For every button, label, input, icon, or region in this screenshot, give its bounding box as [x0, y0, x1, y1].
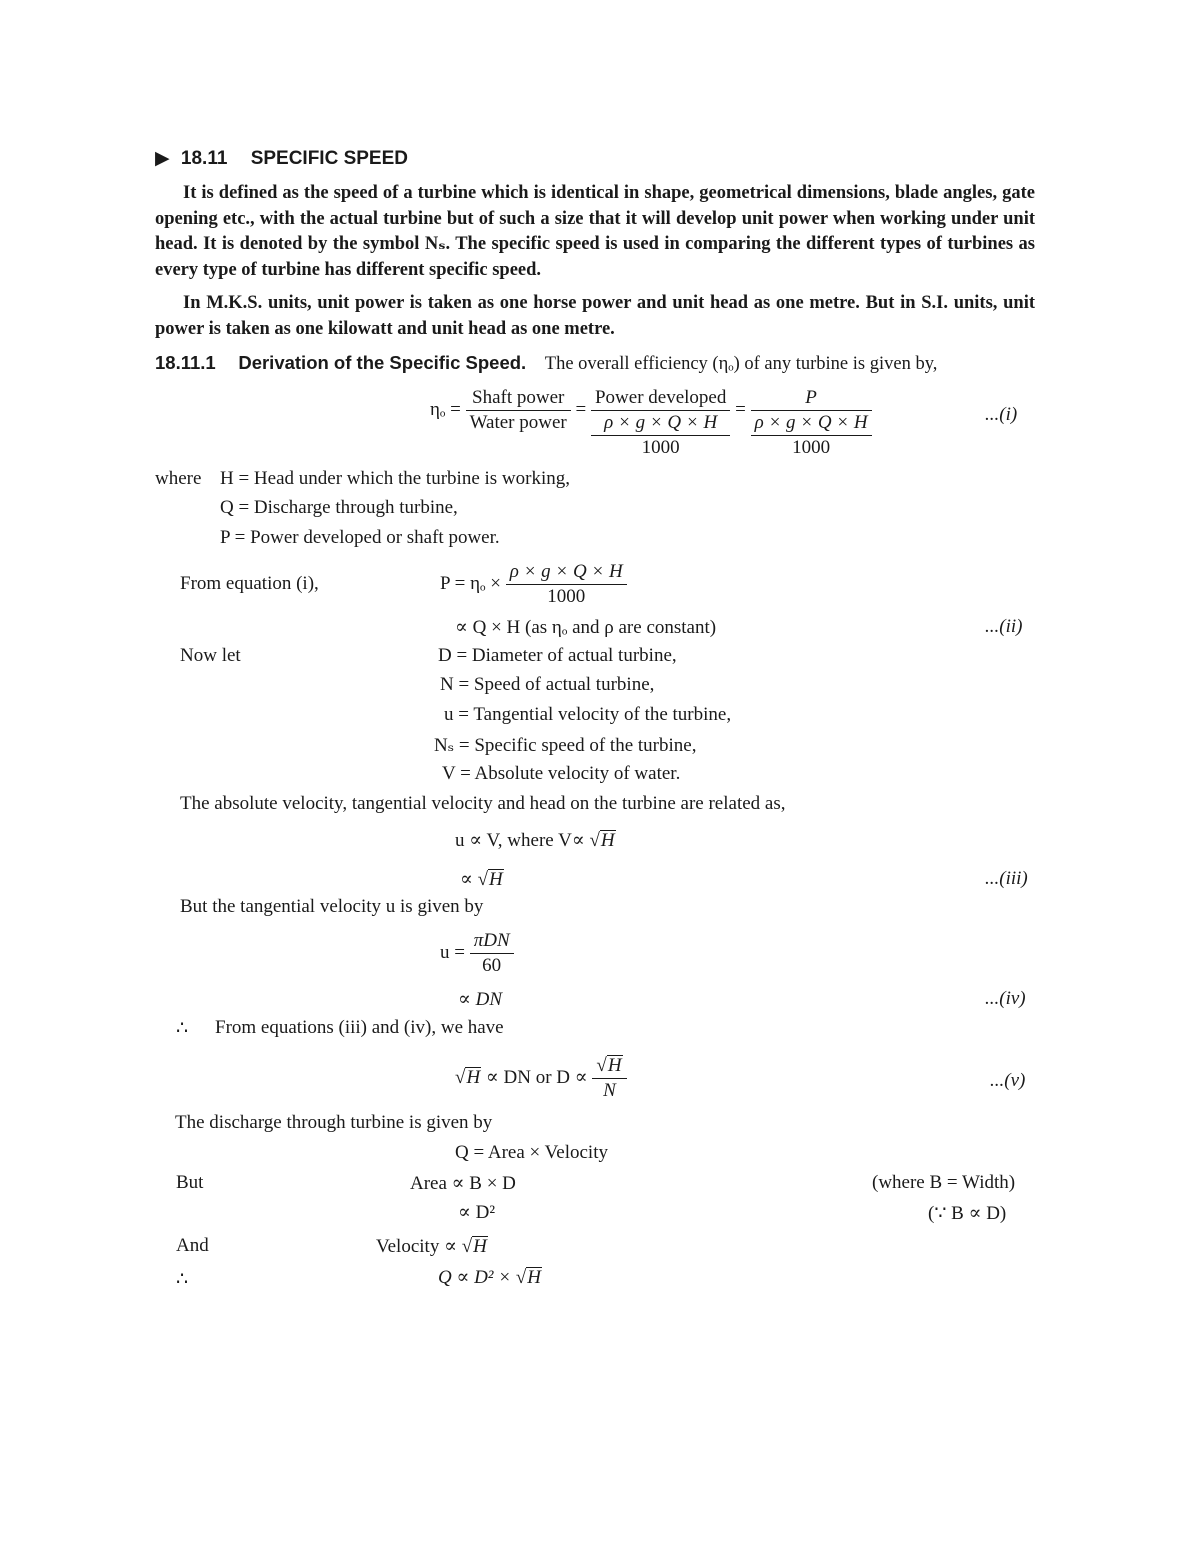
eq4-tag: ...(iv): [985, 988, 1026, 1009]
eq2-fraction: $\frac{\rho \times g \times Q \times H}{1000}$: [506, 560, 627, 609]
eq3-line2: ∝ √H: [460, 869, 503, 890]
eq1-lhs: ηₒ =: [430, 398, 461, 420]
nowlet-label: Now let: [180, 645, 241, 666]
eq6-therefore: ∴: [176, 1269, 189, 1290]
eq2-label: From equation (i),: [180, 573, 319, 594]
eq1-tag: ...(i): [985, 404, 1018, 425]
subsection-number: 18.11.1: [155, 352, 216, 373]
eq1-fraction-2: Power developed ρ × g × Q × H 1000: [591, 386, 730, 460]
eq3-tag: ...(iii): [985, 868, 1028, 889]
nowlet-item: N = Speed of actual turbine,: [440, 674, 655, 695]
eq2-line2: ∝ Q × H (as ηₒ and ρ are constant): [455, 617, 717, 638]
from-eq-text: From equations (iii) and (iv), we have: [215, 1017, 504, 1038]
eq6-line5: Q ∝ D² × √H: [438, 1267, 541, 1288]
equation-4: [440, 929, 514, 978]
section-heading: [155, 147, 408, 170]
eq1-fraction-1: $\frac{\text{Shaft power}}{\text{Water power}}$: [466, 386, 571, 435]
eq2-tag: ...(ii): [985, 616, 1023, 637]
eq5-fraction: $\frac{√H}{N}$: [592, 1054, 626, 1103]
paragraph-units: In M.K.S. units, unit power is taken as one horse power and unit head as one metre. But in S.I. units, unit power is taken as one kilowatt and unit head as one metre.: [155, 293, 1035, 339]
nowlet-item: Nₛ = Specific speed of the turbine,: [434, 735, 697, 756]
subsection-lead: The overall efficiency (ηₒ) of any turbine is given by,: [544, 354, 938, 374]
eq6-line3: ∝ D²: [458, 1202, 496, 1223]
subsection-heading: [155, 352, 937, 375]
nowlet-item: u = Tangential velocity of the turbine,: [444, 704, 732, 725]
section-marker-icon: ▶: [155, 148, 170, 169]
eq1-equals-2: =: [735, 398, 746, 420]
from-eq-therefore: ∴: [176, 1018, 189, 1039]
discharge-text: The discharge through turbine is given by: [175, 1112, 493, 1133]
relation-text: The absolute velocity, tangential velocity and head on the turbine are related as,: [180, 793, 786, 814]
equation-2: [440, 560, 627, 609]
eq3-line1: u ∝ V, where V∝ √H: [455, 830, 615, 851]
eq6-line2: Area ∝ B × D: [410, 1173, 516, 1194]
nowlet-item: V = Absolute velocity of water.: [442, 763, 681, 784]
eq6-because: (∵ B ∝ D): [928, 1203, 1007, 1224]
eq2-lhs: P = ηₒ ×: [440, 572, 501, 594]
section-title: SPECIFIC SPEED: [250, 148, 409, 169]
eq6-line1: Q = Area × Velocity: [455, 1142, 608, 1163]
eq1-equals: =: [575, 398, 587, 420]
subsection-title: Derivation of the Specific Speed.: [238, 352, 527, 373]
paragraph-definition: It is defined as the speed of a turbine which is identical in shape, geometrical dimensions, blade angles, gate opening etc., with the actual turbine but of such a size that it will develop unit power when working under unit head. It is denoted by the symbol Nₛ. The specific speed is used in comparing the different types of turbines as every type of turbine has different specific speed.: [155, 183, 1035, 280]
nowlet-item: D = Diameter of actual turbine,: [438, 645, 677, 666]
where-q: Q = Discharge through turbine,: [220, 497, 458, 518]
eq4-line2: ∝ DN: [458, 989, 503, 1010]
eq5-tag: ...(v): [990, 1070, 1026, 1091]
section-number: 18.11: [180, 148, 228, 169]
eq4-lhs: u =: [440, 941, 465, 963]
tangential-text: But the tangential velocity u is given by: [180, 896, 484, 917]
equation-1: [430, 386, 872, 460]
eq6-but: But: [176, 1172, 204, 1193]
where-h: H = Head under which the turbine is working,: [220, 468, 570, 489]
equation-5: √H ∝ DN or D ∝ $\frac{√H}{N}$: [455, 1054, 627, 1103]
eq1-fraction-3: P ρ × g × Q × H 1000: [751, 386, 872, 460]
eq6-and: And: [176, 1235, 209, 1256]
eq4-fraction: $\frac{\text{πDN}}{60}$: [470, 929, 514, 978]
eq6-line4: Velocity ∝ √H: [376, 1236, 487, 1257]
eq6-where-b: (where B = Width): [872, 1172, 1016, 1193]
where-p: P = Power developed or shaft power.: [220, 527, 500, 548]
where-lead: where: [155, 468, 202, 489]
